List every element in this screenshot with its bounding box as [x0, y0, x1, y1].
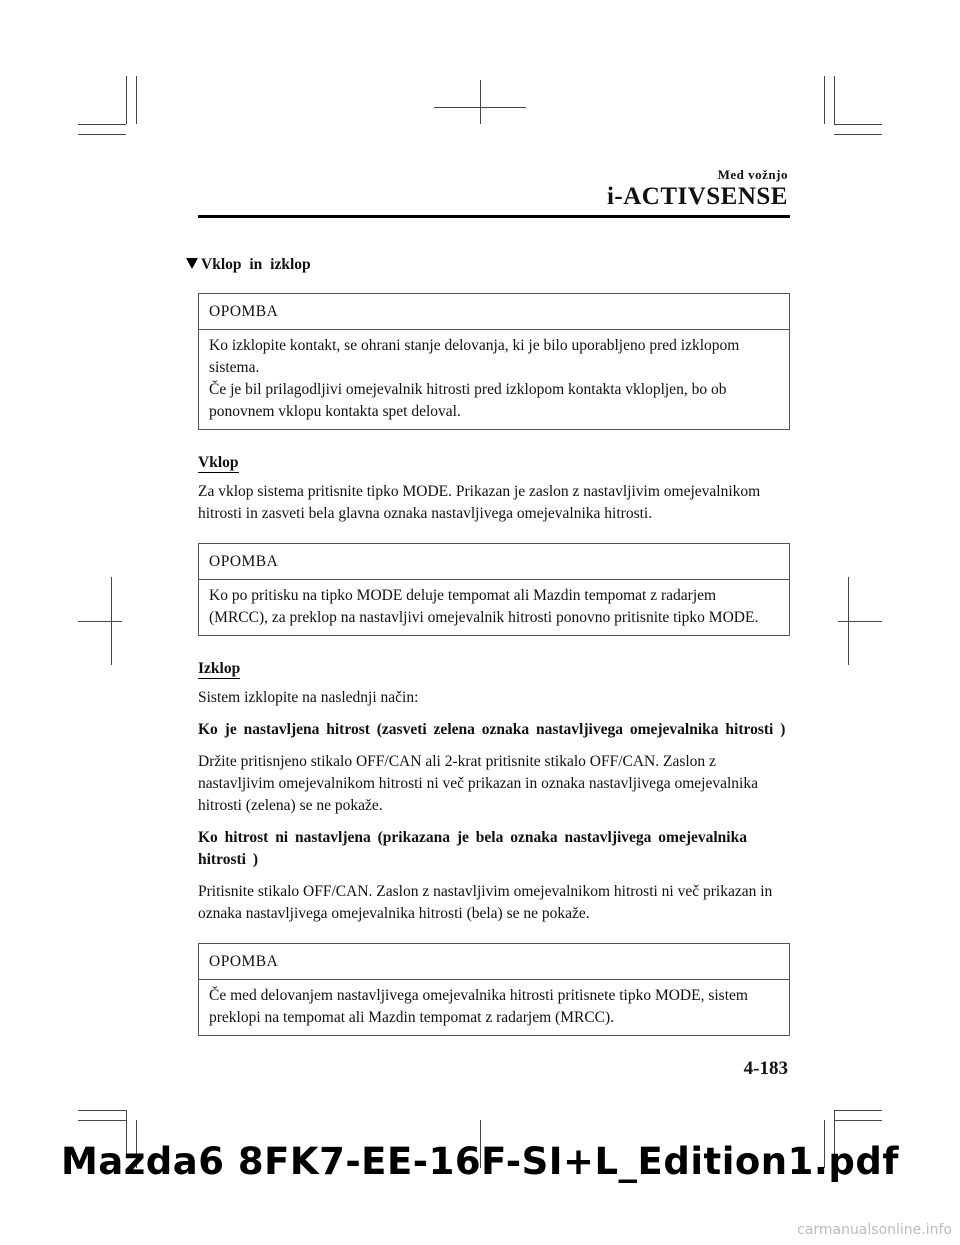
note-box	[198, 943, 790, 1036]
text-line: Držite pritisnjeno stikalo OFF/CAN ali 2-krat pritisnite stikalo OFF/CAN. Zaslon z	[198, 753, 716, 770]
crop-mark	[834, 1110, 882, 1111]
text-line: hitrosti )	[198, 851, 258, 868]
note-line: Če je bil prilagodljivi omejevalnik hitrosti pred izklopom kontakta vklopljen, bo ob	[209, 381, 727, 398]
note-line: (MRCC), za preklop na nastavljivi omejevalnik hitrosti ponovno pritisnite tipko MODE.	[209, 609, 759, 626]
crop-mark	[78, 1110, 126, 1111]
case-heading	[198, 827, 790, 871]
text-line: Ko hitrost ni nastavljena (prikazana je bela oznaka nastavljivega omejevalnika	[198, 829, 747, 846]
note-body	[199, 980, 789, 1035]
chapter-title: i-ACTIVSENSE	[606, 183, 788, 210]
subheading-vklop: Vklop	[198, 454, 239, 471]
note-line: sistema.	[209, 359, 260, 376]
crop-mark	[111, 577, 112, 665]
note-title: OPOMBA	[199, 944, 789, 980]
crop-mark	[78, 1120, 126, 1121]
crop-mark	[126, 76, 127, 124]
paragraph: Sistem izklopite na naslednji način:	[198, 689, 419, 706]
text-line: hitrosti (zelena) se ne pokaže.	[198, 797, 383, 814]
crop-mark	[78, 124, 126, 125]
crop-mark	[834, 134, 882, 135]
crop-mark	[78, 621, 122, 622]
subheading-izklop: Izklop	[198, 660, 241, 677]
crop-mark	[480, 80, 481, 124]
page-content	[198, 254, 790, 1058]
section-header: Med vožnjo	[717, 167, 788, 182]
note-line: Če med delovanjem nastavljivega omejevalnika hitrosti pritisnete tipko MODE, sistem	[209, 987, 748, 1004]
crop-mark	[78, 134, 126, 135]
triangle-bullet-icon	[186, 258, 198, 269]
note-line: Ko po pritisku na tipko MODE deluje tempomat ali Mazdin tempomat z radarjem	[209, 587, 717, 604]
note-line: ponovnem vklopu kontakta spet deloval.	[209, 403, 461, 420]
text-line: Za vklop sistema pritisnite tipko MODE. Prikazan je zaslon z nastavljivim omejevalnikom	[198, 483, 761, 500]
section-title-text: Vklop in izklop	[201, 256, 311, 273]
note-title: OPOMBA	[199, 294, 789, 330]
section-title	[186, 254, 790, 276]
crop-mark	[834, 76, 835, 124]
footer-filename: Mazda6 8FK7-EE-16F-SI+L_Edition1.pdf	[60, 1140, 900, 1183]
page-number: 4-183	[743, 1058, 788, 1079]
crop-mark	[834, 124, 882, 125]
note-box	[198, 293, 790, 430]
crop-mark	[848, 577, 849, 665]
crop-mark	[834, 1120, 882, 1121]
note-body	[199, 580, 789, 635]
crop-mark	[136, 76, 137, 124]
note-box	[198, 543, 790, 636]
note-line: preklopi na tempomat ali Mazdin tempomat z radarjem (MRCC).	[209, 1009, 615, 1026]
paragraph	[198, 881, 790, 925]
watermark: carmanualsonline.info	[797, 1222, 952, 1238]
text-line: nastavljivim omejevalnikom hitrosti ni več prikazan in oznaka nastavljivega omejevalnika	[198, 775, 758, 792]
header-rule	[198, 215, 790, 218]
text-line: Pritisnite stikalo OFF/CAN. Zaslon z nastavljivim omejevalnikom hitrosti ni več prikazan in	[198, 883, 773, 900]
note-line: Ko izklopite kontakt, se ohrani stanje delovanja, ki je bilo uporabljeno pred izklopom	[209, 337, 740, 354]
paragraph	[198, 481, 790, 525]
crop-mark	[824, 76, 825, 124]
note-body	[199, 330, 789, 429]
paragraph	[198, 751, 790, 817]
note-title: OPOMBA	[199, 544, 789, 580]
text-line: oznaka nastavljivega omejevalnika hitrosti (bela) se ne pokaže.	[198, 905, 590, 922]
case-heading: Ko je nastavljena hitrost (zasveti zelena oznaka nastavljivega omejevalnika hitrosti )	[198, 721, 786, 738]
crop-mark	[838, 621, 882, 622]
text-line: hitrosti in zasveti bela glavna oznaka nastavljivega omejevalnika hitrosti.	[198, 505, 653, 522]
